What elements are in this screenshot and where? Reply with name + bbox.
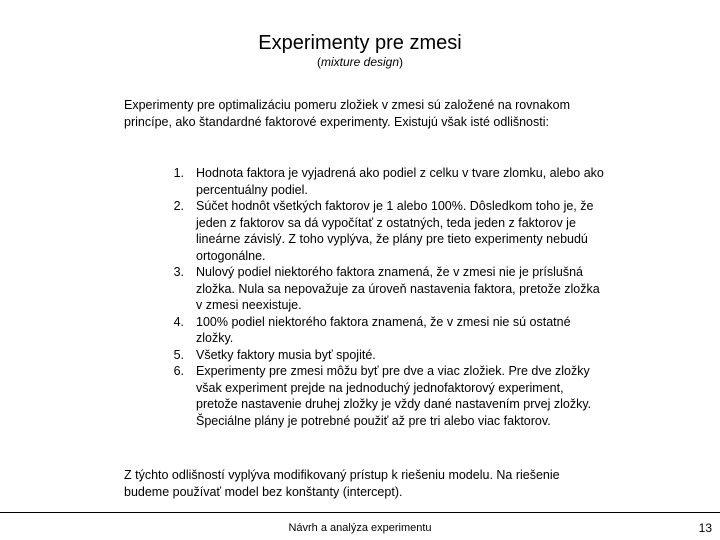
differences-list (164, 165, 604, 429)
list-item-number: 5. (173, 347, 184, 362)
list-item (164, 314, 604, 347)
slide-title: Experimenty pre zmesi (258, 32, 462, 54)
list-item (164, 264, 604, 314)
list-item (164, 347, 604, 364)
list-item-text: Všetky faktory musia byť spojité. (196, 347, 376, 362)
page-number: 13 (698, 521, 712, 535)
list-item (164, 165, 604, 198)
list-item-number: 1. (173, 166, 184, 180)
subtitle-italic: mixture design (320, 55, 400, 69)
list-item-text: 100% podiel niektorého faktora znamená, že v zmesi nie sú ostatné zložky. (196, 314, 571, 345)
list-item (164, 363, 604, 429)
footer-title: Návrh a analýza experimentu (288, 522, 432, 534)
list-item-text: Nulový podiel niektorého faktora znamená, že v zmesi nie je príslušná zložka. Nula sa nepovažuje za úroveň nastavenia faktora, pretože zložka v zmesi neexistuje. (196, 265, 600, 312)
list-item-number: 3. (173, 265, 184, 279)
list-item-number: 6. (173, 364, 184, 378)
slide-subtitle (0, 55, 720, 69)
intro-paragraph: Experimenty pre optimalizáciu pomeru zložiek v zmesi sú založené na rovnakom princípe, ako štandardné faktorové experimenty. Existujú však isté odlišnosti: (124, 98, 571, 129)
footer-divider (0, 512, 720, 513)
list-item-number: 4. (173, 314, 184, 329)
list-item-text: Hodnota faktora je vyjadrená ako podiel z celku v tvare zlomku, alebo ako percentuálny podiel. (196, 166, 604, 197)
list-item-text: Experimenty pre zmesi môžu byť pre dve a viac zložiek. Pre dve zložky však experiment prejde na jednoduchý jednofaktorový experiment, pretože nastavenie druhej zložky je vždy dané nastavením prvej zložky. Špeciálne plány je potrebné použiť až pre tri alebo viac faktorov. (196, 364, 592, 428)
list-item-number: 2. (173, 199, 184, 213)
subtitle-close: ) (399, 55, 404, 69)
conclusion-paragraph: Z týchto odlišností vyplýva modifikovaný prístup k riešeniu modelu. Na riešenie budeme používať model bez konštanty (intercept). (124, 468, 560, 499)
list-item-text: Súčet hodnôt všetkých faktorov je 1 alebo 100%. Dôsledkom toho je, že jeden z faktorov sa dá vypočítať z ostatných, teda jeden z faktorov je lineárne závislý. Z toho vyplýva, že plány pre tieto experimenty nebudú ortogonálne. (196, 199, 594, 263)
subtitle-open: ( (316, 55, 321, 69)
list-item (164, 198, 604, 264)
